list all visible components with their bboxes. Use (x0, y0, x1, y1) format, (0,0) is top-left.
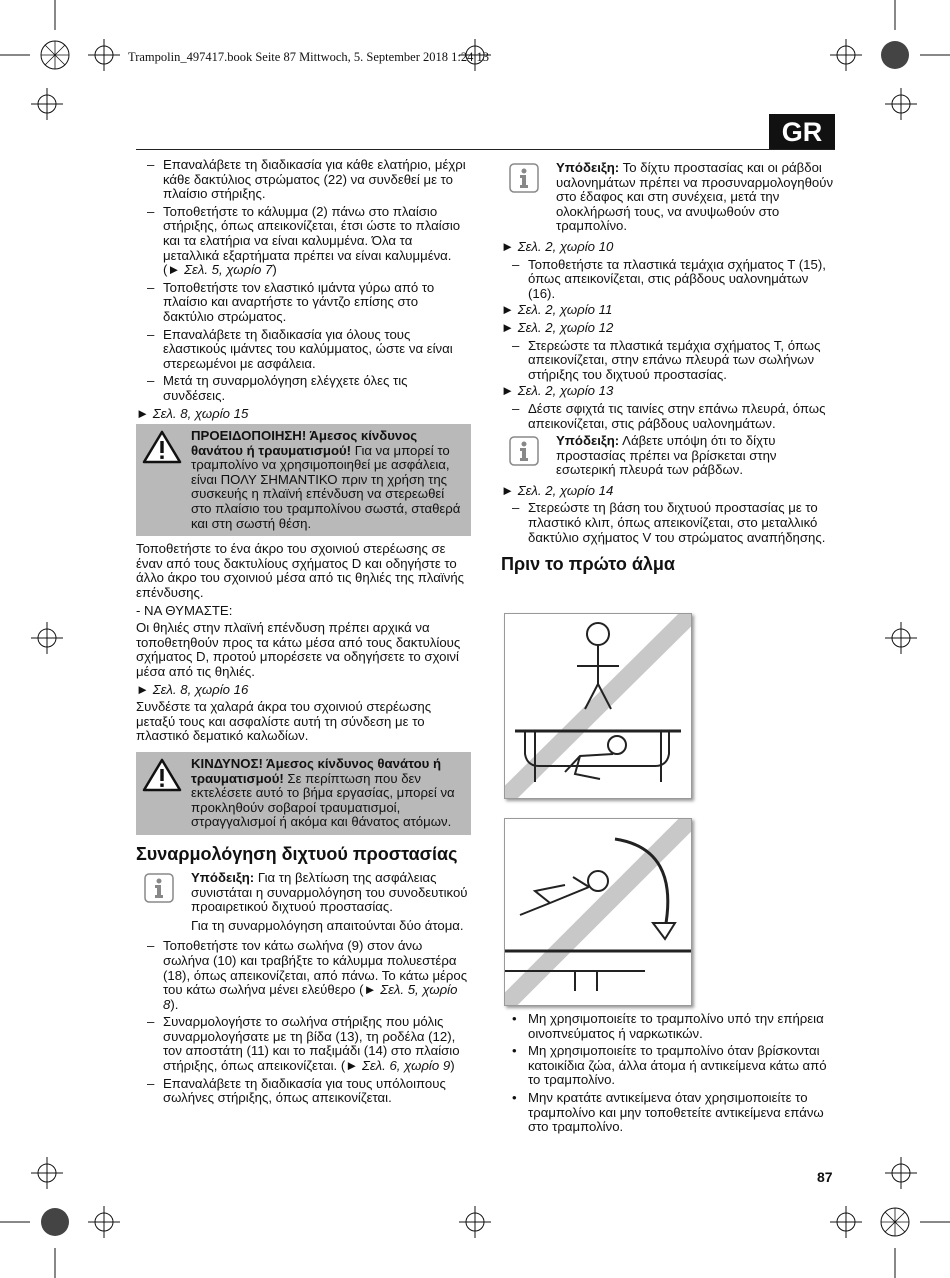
safety-bullets (501, 1012, 835, 1138)
cross-reference: ► Σελ. 2, χωρίο 13 (501, 383, 614, 399)
left-column (136, 158, 471, 1109)
illustration-no-somersault (504, 818, 692, 1006)
section-heading: Πριν το πρώτο άλμα (501, 554, 675, 575)
cross-reference: ► Σελ. 2, χωρίο 14 (501, 482, 614, 498)
list-item: – Συναρμολογήστε το σωλήνα στήριξης που μόλις συναρμολογήσατε με τη βίδα (13), τη ροδέλα (12), τον αποστάτη (11) και το παξιμάδι (14) στο πλαίσιο στήριξης, όπως απεικονίζεται. (► Σελ. 6, χωρίο 9) (136, 1015, 471, 1073)
list-item: – Τοποθετήστε τον ελαστικό ιμάντα γύρω από το πλαίσιο και αναρτήστε το γάντζο επίσης στο δακτύλιο στρώματος. (136, 281, 471, 325)
cross-reference: ► Σελ. 2, χωρίο 10 (501, 238, 614, 254)
cross-reference: ► Σελ. 8, χωρίο 16 (136, 681, 249, 697)
list-item: • Μη χρησιμοποιείτε το τραμπολίνο όταν βρίσκονται κατοικίδια ζώα, άλλα άτομα ή αντικείμενα κάτω από το τραμπολίνο. (501, 1044, 835, 1088)
paragraph: - ΝΑ ΘΥΜΑΣΤΕ: (136, 602, 233, 618)
cross-reference: ► Σελ. 6, χωρίο 9 (345, 1058, 451, 1074)
list-item: • Μη χρησιμοποιείτε το τραμπολίνο υπό την επήρεια οινοπνεύματος ή ναρκωτικών. (501, 1012, 835, 1041)
list-item: – Τοποθετήστε το κάλυμμα (2) πάνω στο πλαίσιο στήριξης, όπως απεικονίζεται, έτσι ώστε το πλαίσιο και τα ελατήρια να είναι καλυμμένα. Όλα τα μεταλλικά εξαρτήματα πρέπει να είναι καλυμμένα. (► Σελ. 5, χωρίο 7) (136, 205, 471, 278)
cross-reference: ► Σελ. 5, χωρίο 8 (163, 982, 458, 1012)
note-text: Για τη συναρμολόγηση απαιτούνται δύο άτομα. (191, 917, 464, 933)
section-heading: Συναρμολόγηση διχτυού προστασίας (136, 843, 458, 864)
warning-triangle-icon (142, 430, 182, 464)
print-header: Trampolin_497417.book Seite 87 Mittwoch, 5. September 2018 1:24 13 (128, 50, 489, 64)
paragraph: Συνδέστε τα χαλαρά άκρα του σχοινιού στερέωσης μεταξύ τους και ασφαλίστε αυτή τη σύνδεση με το πλαστικό δεματικό καλωδίων. (136, 699, 432, 744)
right-column (501, 158, 835, 581)
cross-reference: ► Σελ. 2, χωρίο 11 (501, 302, 613, 318)
page-number: 87 (817, 1169, 833, 1185)
warning-triangle-icon (142, 758, 182, 792)
info-icon (509, 436, 539, 466)
list-item: – Στερεώστε τα πλαστικά τεμάχια σχήματος Τ, όπως απεικονίζεται, στην επάνω πλευρά των σωλήνων στήριξης του διχτυού προστασίας. (501, 339, 835, 383)
header-rule (136, 149, 835, 150)
list-item: – Επαναλάβετε τη διαδικασία για κάθε ελατήριο, μέχρι κάθε δακτύλιος στρώματος (22) να συνδεθεί με το πλαίσιο στήριξης. (136, 158, 471, 202)
cross-reference: ► Σελ. 5, χωρίο 7 (167, 262, 273, 278)
info-icon (509, 163, 539, 193)
list-item: – Τοποθετήστε τον κάτω σωλήνα (9) στον άνω σωλήνα (10) και τραβήξτε το κάλυμμα πολυεστέρα (18), όπως απεικονίζεται, από πάνω. Το κάτω μέρος του κάτω σωλήνα μένει ελεύθερο (► Σελ. 5, χωρίο 8). (136, 939, 471, 1012)
paragraph: Οι θηλιές στην πλαϊνή επένδυση πρέπει αρχικά να τοποθετηθούν προς τα κάτω μέσα από τους δακτυλίους σχήματος D, προτού μπορέσετε να οδηγήσετε το σχοινί μέσα από τις θηλιές. (136, 620, 461, 679)
info-icon (144, 873, 174, 903)
list-item: – Στερεώστε τη βάση του διχτυού προστασίας με το πλαστικό κλιπ, όπως απεικονίζεται, στο μεταλλικό δακτύλιο σχήματος V του στρώματος αναπήδησης. (501, 501, 835, 545)
note-box: Υπόδειξη: Το δίχτυ προστασίας και οι ράβδοι υαλονημάτων πρέπει να προσυναρμολογηθούν στο έδαφος και στη συνέχεια, μετά την ολοκλήρωσή τους, να ανυψωθούν στο τραμπολίνο. (501, 161, 835, 234)
list-item: – Μετά τη συναρμολόγηση ελέγχετε όλες τις συνδέσεις. (136, 374, 471, 403)
list-item: – Επαναλάβετε τη διαδικασία για τους υπόλοιπους σωλήνες στήριξης, όπως απεικονίζεται. (136, 1077, 471, 1106)
list-item: – Επαναλάβετε τη διαδικασία για όλους τους ελαστικούς ιμάντες του καλύμματος, ώστε να είναι στερεωμένοι με ασφάλεια. (136, 328, 471, 372)
cross-reference: ► Σελ. 2, χωρίο 12 (501, 319, 614, 335)
note-box: Υπόδειξη: Για τη βελτίωση της ασφάλειας συνιστάται η συναρμολόγηση του συνοδευτικού προαιρετικού διχτυού προστασίας. Για τη συναρμολόγηση απαιτούνται δύο άτομα. (136, 871, 471, 933)
warning-title: ΠΡΟΕΙΔΟΠΟΙΗΣΗ! Άμεσος κίνδυνος θανάτου ή τραυματισμού! (191, 428, 418, 458)
list-item: • Μην κρατάτε αντικείμενα όταν χρησιμοποιείτε το τραμπολίνο και μην τοποθετείτε αντικείμενα επάνω στο τραμπολίνο. (501, 1091, 835, 1135)
danger-box: ΚΙΝΔΥΝΟΣ! Άμεσος κίνδυνος θανάτου ή τραυματισμού! Σε περίπτωση που δεν εκτελέσετε αυτό το βήμα εργασίας, μπορεί να προκληθούν σοβαροί τραυματισμοί, στραγγαλισμοί ή ακόμα και θάνατος ατόμων. (136, 752, 471, 835)
illustration-person-under-trampoline (504, 613, 692, 799)
note-box: Υπόδειξη: Λάβετε υπόψη ότι το δίχτυ προστασίας πρέπει να βρίσκεται στην εσωτερική πλευρά των ράβδων. (501, 434, 835, 478)
danger-title: ΚΙΝΔΥΝΟΣ! Άμεσος κίνδυνος θανάτου ή τραυματισμού! (191, 755, 442, 786)
warning-box: ΠΡΟΕΙΔΟΠΟΙΗΣΗ! Άμεσος κίνδυνος θανάτου ή τραυματισμού! Για να μπορεί το τραμπολίνο να χρησιμοποιηθεί με ασφάλεια, είναι ΠΟΛΥ ΣΗΜΑΝΤΙΚΟ πριν τη χρήση της συσκευής η πλαϊνή επένδυση να στερεωθεί στο πλαίσιο του τραμπολίνου σωστά, σταθερά και στη σωστή θέση. (136, 424, 471, 536)
list-item: – Δέστε σφιχτά τις ταινίες στην επάνω πλευρά, όπως απεικονίζεται, στις ράβδους υαλονημάτων. (501, 402, 835, 431)
list-item: – Τοποθετήστε τα πλαστικά τεμάχια σχήματος Τ (15), όπως απεικονίζεται, στις ράβδους υαλονημάτων (16). (501, 258, 835, 302)
cross-reference: ► Σελ. 8, χωρίο 15 (136, 405, 249, 421)
paragraph: Τοποθετήστε το ένα άκρο του σχοινιού στερέωσης σε έναν από τους δακτυλίους σχήματος D και οδηγήστε το άλλο άκρο του σχοινιού μέσα από τις θηλιές της πλαϊνής επένδυσης. (136, 541, 465, 601)
language-tab: GR (769, 114, 835, 150)
